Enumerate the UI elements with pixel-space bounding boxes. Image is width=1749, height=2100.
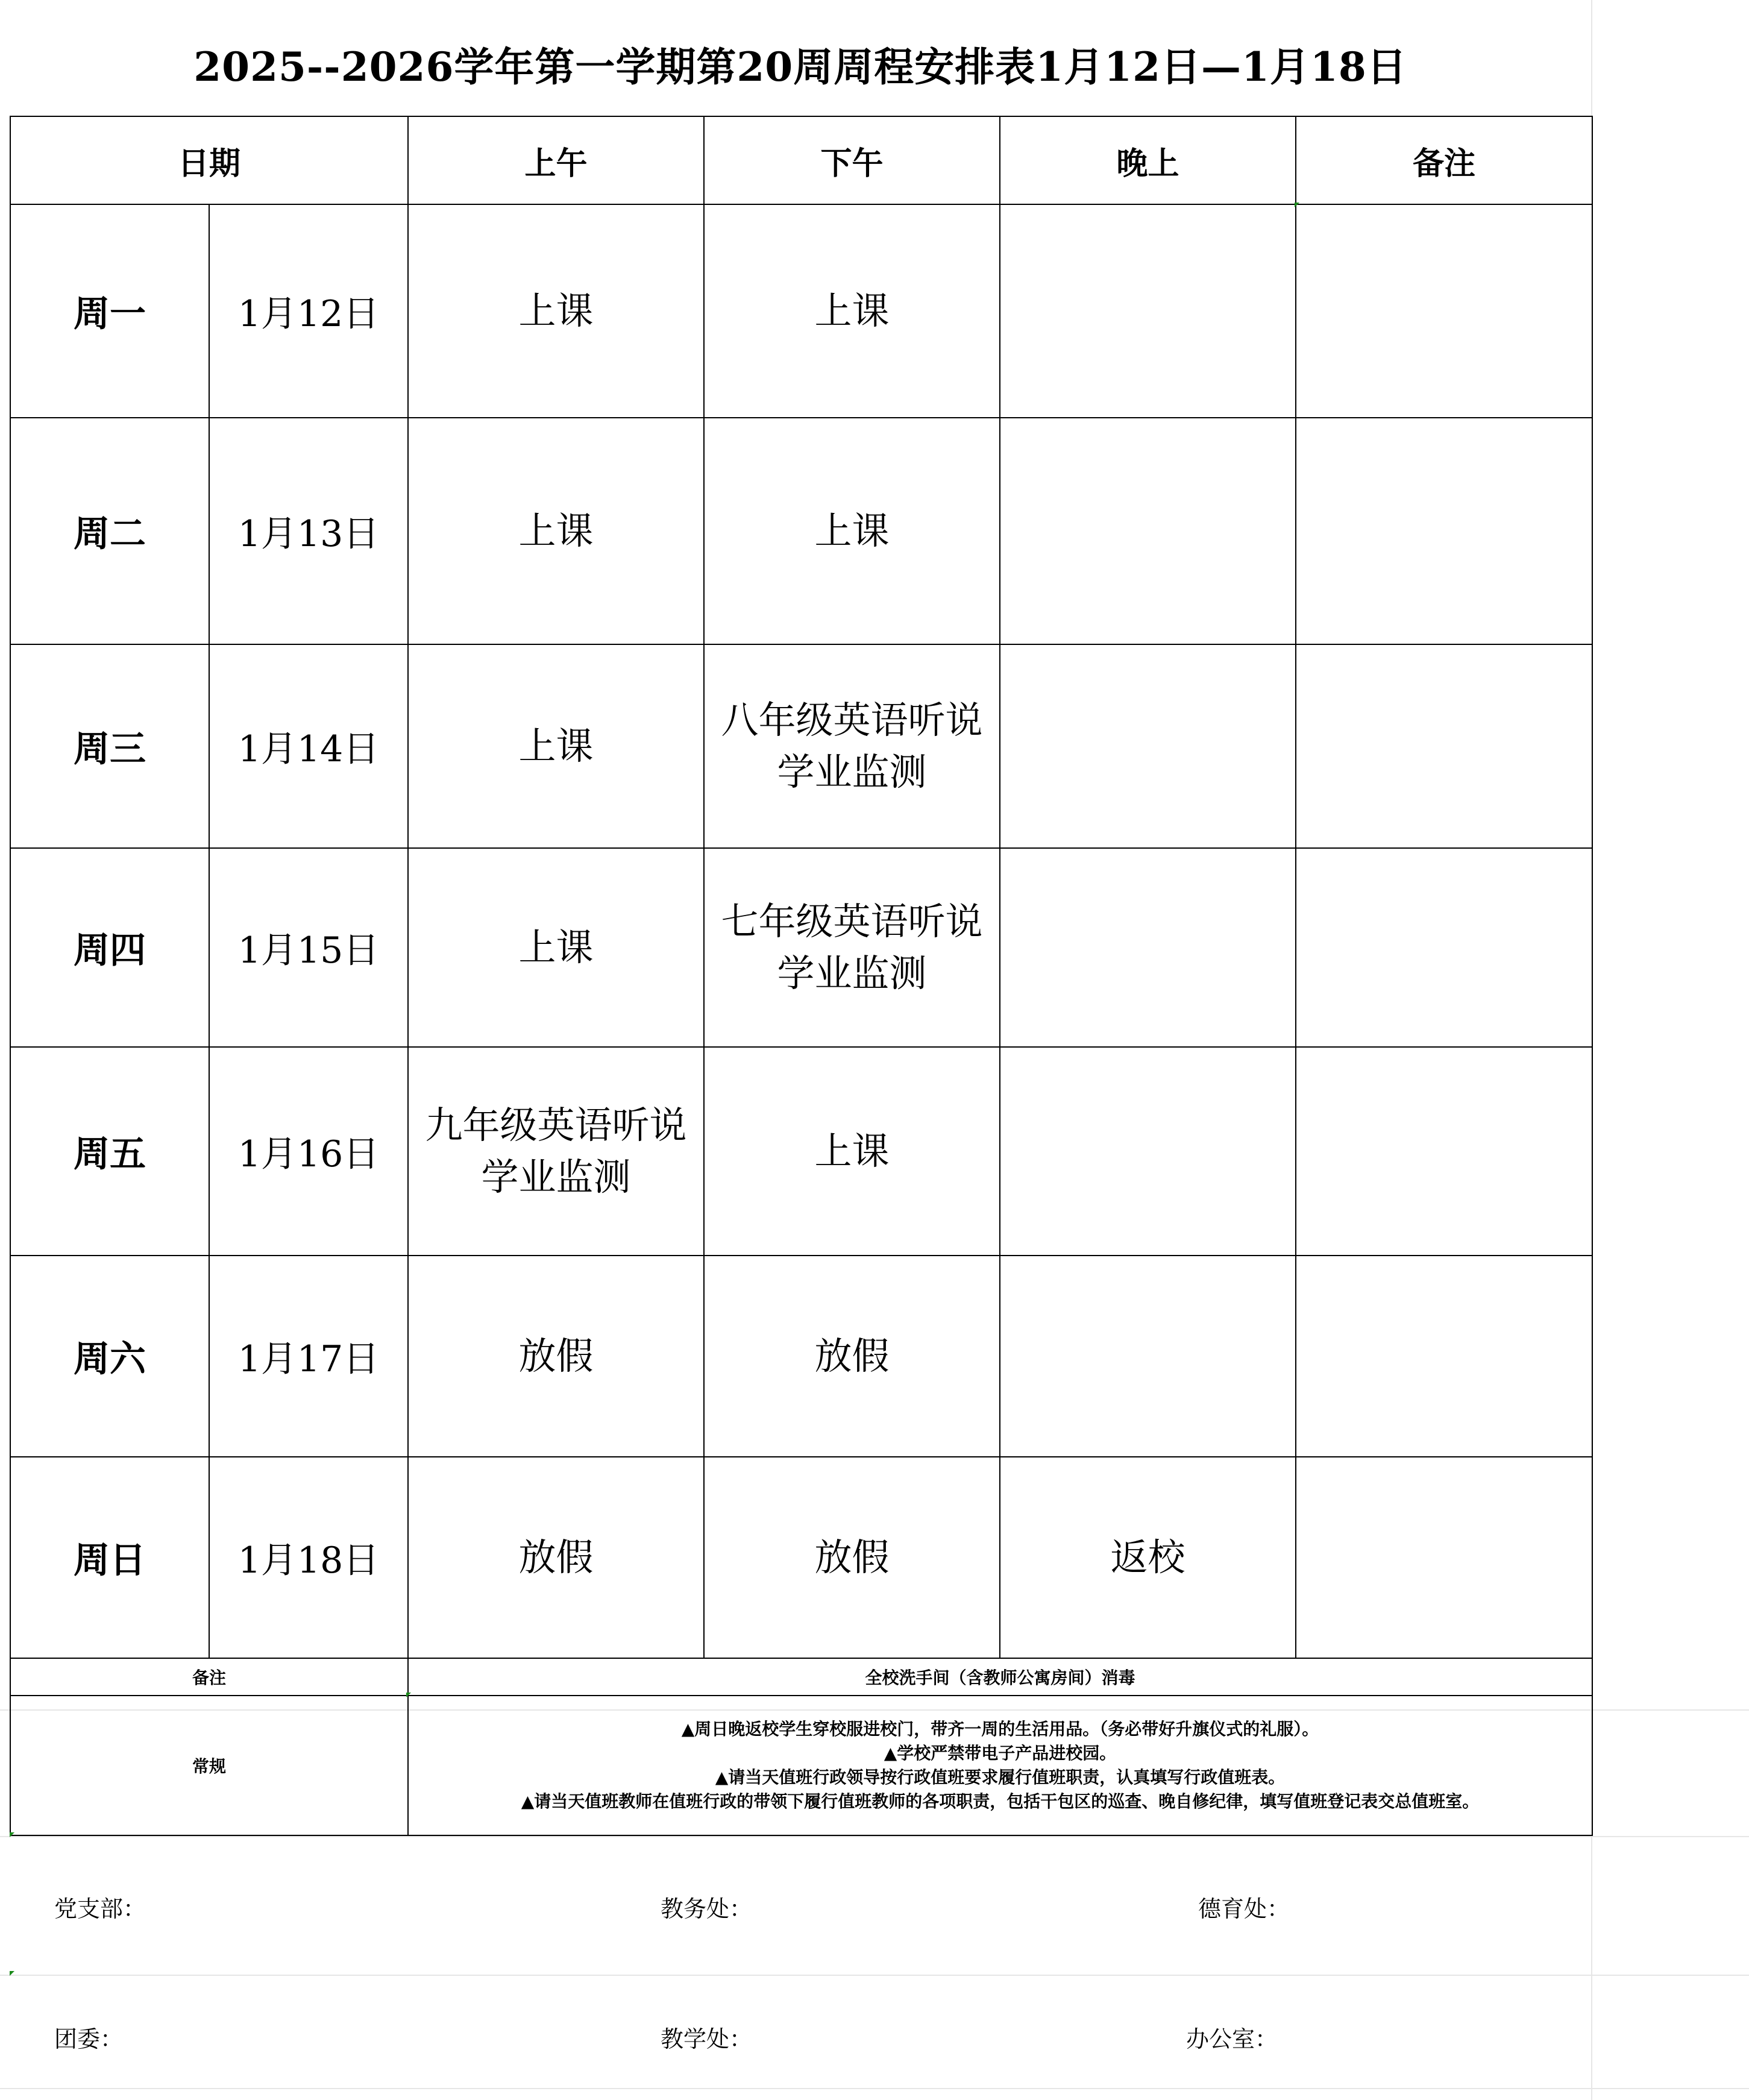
signature-row — [0, 1890, 1591, 1938]
day-cell: 周日 — [10, 1457, 209, 1658]
evening-cell: 返校 — [1000, 1457, 1296, 1658]
afternoon-cell: 上课 — [704, 204, 1000, 418]
evening-cell — [1000, 848, 1296, 1047]
remarks-cell — [1296, 1047, 1592, 1256]
signature-academic-affairs: 教务处： — [661, 1896, 753, 1922]
date-cell: 1月16日 — [209, 1047, 408, 1256]
date-cell: 1月13日 — [209, 418, 408, 644]
date-cell: 1月15日 — [209, 848, 408, 1047]
signature-row — [0, 2020, 1591, 2069]
afternoon-cell: 上课 — [704, 418, 1000, 644]
header-remarks: 备注 — [1296, 116, 1592, 204]
day-cell: 周五 — [10, 1047, 209, 1256]
evening-cell — [1000, 1256, 1296, 1457]
table-row — [10, 848, 1592, 1047]
comment-marker — [10, 1832, 14, 1837]
date-cell: 1月12日 — [209, 204, 408, 418]
date-cell: 1月14日 — [209, 644, 408, 848]
evening-cell — [1000, 204, 1296, 418]
day-cell: 周二 — [10, 418, 209, 644]
table-row — [10, 1047, 1592, 1256]
table-row — [10, 418, 1592, 644]
notes-row — [10, 1658, 1592, 1696]
routine-text — [408, 1696, 1592, 1835]
evening-cell — [1000, 644, 1296, 848]
remarks-cell — [1296, 204, 1592, 418]
day-cell: 周一 — [10, 204, 209, 418]
afternoon-cell: 放假 — [704, 1256, 1000, 1457]
remarks-cell — [1296, 1457, 1592, 1658]
notes-label: 备注 — [10, 1658, 408, 1696]
page-title: 2025--2026学年第一学期第20周周程安排表1月12日—1月18日 — [193, 43, 1407, 90]
routine-line: ▲请当天值班教师在值班行政的带领下履行值班教师的各项职责，包括干包区的巡查、晚自修纪律，填写值班登记表交总值班室。 — [521, 1791, 1480, 1811]
signature-youth-league: 团委： — [54, 2026, 124, 2052]
table-row — [10, 1256, 1592, 1457]
header-morning: 上午 — [408, 116, 704, 204]
evening-cell — [1000, 418, 1296, 644]
signature-moral-education: 德育处： — [1198, 1896, 1290, 1922]
remarks-cell — [1296, 418, 1592, 644]
morning-cell: 上课 — [408, 418, 704, 644]
signature-teaching-office: 教学处： — [661, 2026, 753, 2052]
header-evening: 晚上 — [1000, 116, 1296, 204]
routine-row — [10, 1696, 1592, 1835]
sheet-gridline — [0, 2088, 1749, 2089]
day-cell: 周四 — [10, 848, 209, 1047]
morning-cell: 放假 — [408, 1256, 704, 1457]
afternoon-cell: 八年级英语听说学业监测 — [704, 644, 1000, 848]
day-cell: 周六 — [10, 1256, 209, 1457]
afternoon-cell: 放假 — [704, 1457, 1000, 1658]
day-cell: 周三 — [10, 644, 209, 848]
date-cell: 1月17日 — [209, 1256, 408, 1457]
schedule-table — [10, 116, 1593, 1836]
morning-cell: 放假 — [408, 1457, 704, 1658]
sheet-gridline — [0, 1975, 1749, 1976]
signature-general-office: 办公室： — [1186, 2026, 1278, 2052]
morning-cell: 上课 — [408, 204, 704, 418]
evening-cell — [1000, 1047, 1296, 1256]
morning-cell: 上课 — [408, 644, 704, 848]
remarks-cell — [1296, 644, 1592, 848]
routine-line: ▲周日晚返校学生穿校服进校门，带齐一周的生活用品。（务必带好升旗仪式的礼服）。 — [681, 1719, 1319, 1739]
date-cell: 1月18日 — [209, 1457, 408, 1658]
afternoon-cell: 上课 — [704, 1047, 1000, 1256]
remarks-cell — [1296, 1256, 1592, 1457]
comment-marker — [406, 1693, 411, 1697]
routine-line: ▲请当天值班行政领导按行政值班要求履行值班职责，认真填写行政值班表。 — [715, 1767, 1286, 1787]
afternoon-cell: 七年级英语听说学业监测 — [704, 848, 1000, 1047]
header-afternoon: 下午 — [704, 116, 1000, 204]
routine-line: ▲学校严禁带电子产品进校园。 — [884, 1743, 1117, 1763]
table-row — [10, 644, 1592, 848]
morning-cell: 九年级英语听说学业监测 — [408, 1047, 704, 1256]
comment-marker — [10, 1971, 14, 1976]
notes-text: 全校洗手间（含教师公寓房间）消毒 — [408, 1658, 1592, 1696]
table-row — [10, 204, 1592, 418]
header-row — [10, 116, 1592, 204]
signature-party-branch: 党支部： — [54, 1896, 146, 1922]
morning-cell: 上课 — [408, 848, 704, 1047]
remarks-cell — [1296, 848, 1592, 1047]
table-row — [10, 1457, 1592, 1658]
routine-label: 常规 — [10, 1696, 408, 1835]
comment-marker — [1295, 203, 1299, 207]
sheet-gridline — [0, 1836, 1749, 1837]
header-date: 日期 — [10, 116, 408, 204]
